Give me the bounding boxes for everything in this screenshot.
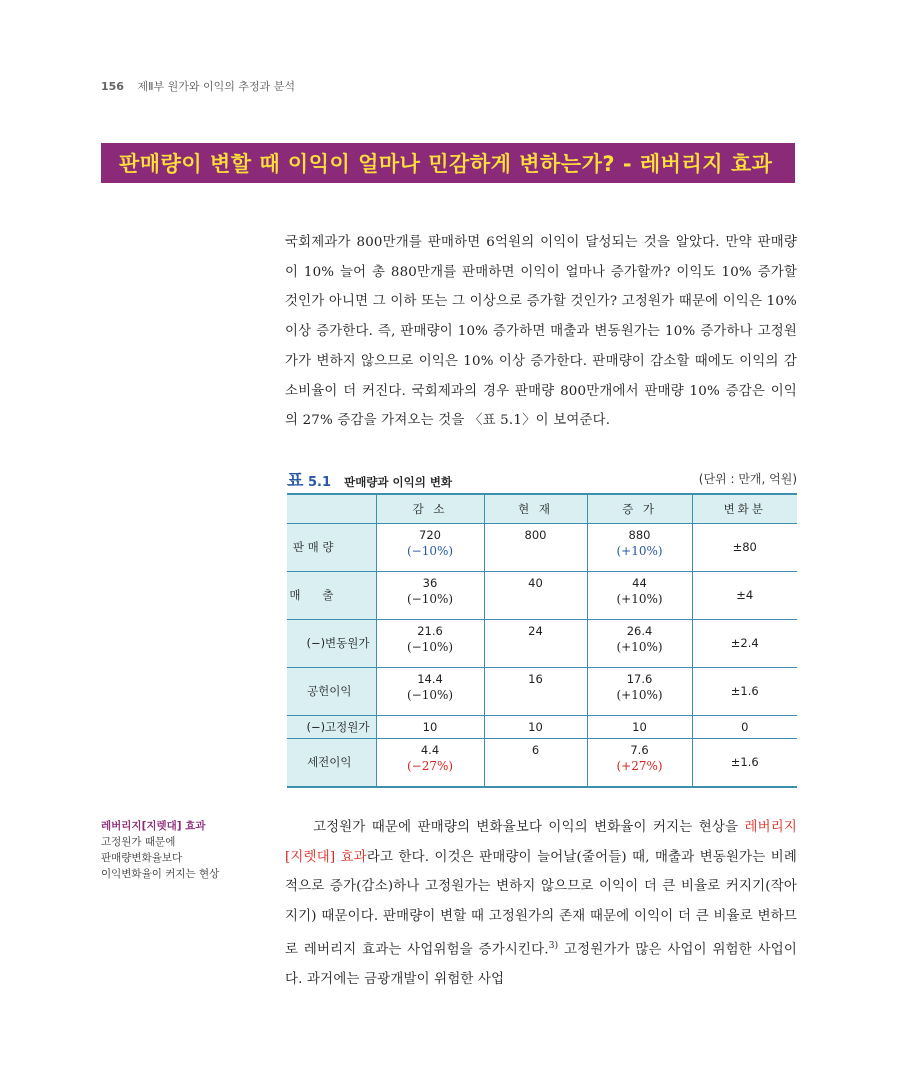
pct-decrease: (−10%) [406, 640, 454, 654]
table-row [287, 524, 797, 572]
cell-decrease: 10 [376, 716, 484, 739]
table-label [287, 471, 331, 491]
table-row [287, 572, 797, 620]
cell-increase: 26.4 (+10%) [587, 620, 692, 668]
header-decrease: 감 소 [376, 494, 484, 524]
table-row [287, 668, 797, 716]
cell-change: ±2.4 [692, 620, 797, 668]
header-increase: 증 가 [587, 494, 692, 524]
pct-decrease: (−10%) [406, 544, 454, 558]
row-label: 공헌이익 [287, 668, 376, 716]
cell-current: 16 [484, 668, 587, 716]
table-unit: (단위 : 만개, 억원) [698, 472, 797, 486]
key-term: 레버리지[지렛대] 효과 [285, 820, 797, 865]
header-current: 현 재 [484, 494, 587, 524]
cell-current: 10 [484, 716, 587, 739]
footnote-ref: 3) [548, 940, 559, 951]
running-header [101, 78, 295, 94]
cell-change: 0 [692, 716, 797, 739]
pct-increase: (+10%) [616, 688, 663, 702]
cell-increase: 10 [587, 716, 692, 739]
row-label: 매 출 [287, 572, 376, 620]
pct-increase: (+27%) [616, 759, 663, 773]
table-row [287, 739, 797, 788]
cell-increase: 44 (+10%) [587, 572, 692, 620]
table-label-prefix: 표 [287, 471, 304, 491]
cell-change: ±80 [692, 524, 797, 572]
pct-decrease: (−10%) [406, 592, 454, 606]
cell-decrease: 4.4 (−27%) [376, 739, 484, 788]
row-label: (−)변동원가 [287, 620, 376, 668]
cell-increase: 17.6 (+10%) [587, 668, 692, 716]
body-paragraph-1: 국회제과가 800만개를 판매하면 6억원의 이익이 달성되는 것을 알았다. 만약 판매량이 10% 늘어 총 880만개를 판매하면 이익이 얼마나 증가할까? 이익도 10% 증가할 것인가 아니면 그 이하 또는 그 이상으로 증가할 것인가? 고정원가 때문에 이익은 10% 이상 증가한다. 즉, 판매량이 10% 증가하면 매출과 변동원가는 10% 증가하나 고정원가가 변하지 않으므로 이익은 10% 이상 증가한다. 판매량이 감소할 때에도 이익의 감소비율이 더 커진다. 국회제과의 경우 판매량 800만개에서 판매량 10% 증감은 이익의 27% 증감을 가져오는 것을 〈표 5.1〉이 보여준다. [285, 235, 797, 429]
pct-decrease: (−27%) [406, 759, 454, 773]
cell-change: ±1.6 [692, 739, 797, 788]
pct-decrease: (−10%) [406, 688, 454, 702]
cell-decrease: 21.6 (−10%) [376, 620, 484, 668]
cell-current: 6 [484, 739, 587, 788]
section-title: 판매량이 변할 때 이익이 얼마나 민감하게 변하는가? - 레버리지 효과 [119, 152, 773, 176]
profit-change-table [287, 493, 797, 788]
page-number: 156 [101, 80, 124, 93]
cell-current: 24 [484, 620, 587, 668]
margin-note-line: 판매량변화율보다 [101, 852, 183, 864]
header-change: 변화분 [692, 494, 797, 524]
table-row [287, 716, 797, 739]
row-label: 판 매 량 [287, 524, 376, 572]
margin-note-line: 이익변화율이 커지는 현상 [101, 868, 220, 880]
row-label: (−)고정원가 [287, 716, 376, 739]
pct-increase: (+10%) [616, 544, 663, 558]
body-paragraph-2: 고정원가 때문에 판매량의 변화율보다 이익의 변화율이 커지는 현상을 레버리지[지렛대] 효과라고 한다. 이것은 판매량이 늘어날(줄어들) 때, 매출과 변동원가는 비례적으로 증가(감소)하나 고정원가는 변하지 않으므로 이익이 더 큰 비율로 커지기(작아지기) 때문이다. 판매량이 변할 때 고정원가의 존재 때문에 이익이 더 큰 비율로 변하므로 레버리지 효과는 사업위험을 증가시킨다.$^{3)}$ 고정원가가 많은 사업이 위험한 사업이다. 과거에는 금광개발이 위험한 사업 [285, 820, 798, 987]
section-banner [101, 143, 795, 183]
margin-note [101, 818, 261, 882]
table-title: 판매량과 이익의 변화 [344, 475, 453, 489]
cell-change: ±1.6 [692, 668, 797, 716]
table-label-number: 5.1 [307, 475, 331, 490]
cell-increase: 880 (+10%) [587, 524, 692, 572]
cell-decrease: 720 (−10%) [376, 524, 484, 572]
margin-note-line: 고정원가 때문에 [101, 836, 176, 848]
table-header-row [287, 494, 797, 524]
cell-decrease: 14.4 (−10%) [376, 668, 484, 716]
table-caption [287, 466, 797, 491]
pct-increase: (+10%) [616, 592, 663, 606]
pct-increase: (+10%) [616, 640, 663, 654]
margin-note-title: 레버리지[지렛대] 효과 [101, 820, 206, 832]
cell-current: 800 [484, 524, 587, 572]
part-title: 제Ⅱ부 원가와 이익의 추정과 분석 [137, 80, 296, 93]
row-label: 세전이익 [287, 739, 376, 788]
cell-change: ±4 [692, 572, 797, 620]
header-stub [287, 494, 376, 524]
cell-increase: 7.6 (+27%) [587, 739, 692, 788]
cell-decrease: 36 (−10%) [376, 572, 484, 620]
cell-current: 40 [484, 572, 587, 620]
table-row [287, 620, 797, 668]
